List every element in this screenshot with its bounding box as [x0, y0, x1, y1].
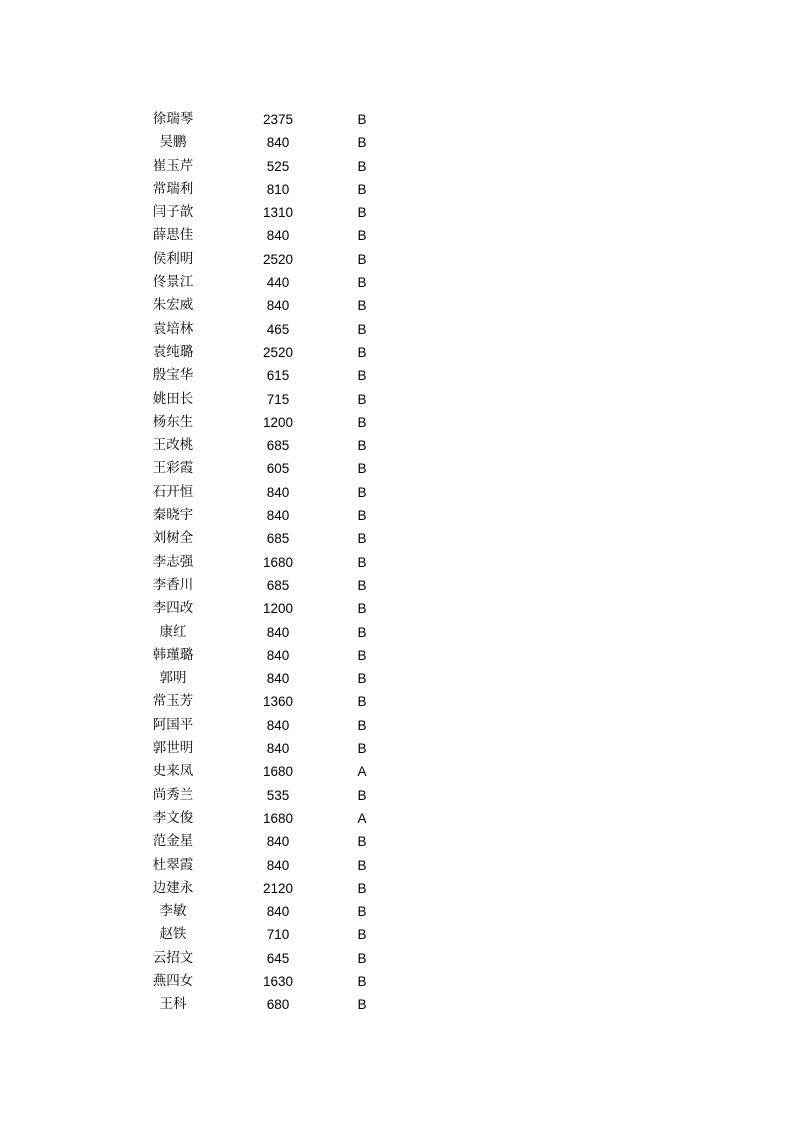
data-table — [132, 108, 412, 1017]
table-row — [132, 854, 412, 877]
amount-cell: 1680 — [262, 764, 294, 780]
name-cell: 秦晓宇 — [152, 507, 194, 524]
name-cell: 王改桃 — [152, 437, 194, 454]
name-cell: 史来凤 — [152, 763, 194, 780]
grade-cell: B — [357, 904, 367, 920]
table-row — [132, 108, 412, 131]
amount-cell: 715 — [266, 391, 290, 407]
grade-cell: B — [357, 834, 367, 850]
name-cell: 杨东生 — [152, 413, 194, 430]
table-row — [132, 597, 412, 620]
table-row — [132, 318, 412, 341]
name-cell: 朱宏威 — [152, 297, 194, 314]
table-row — [132, 574, 412, 597]
table-row — [132, 364, 412, 387]
table-row — [132, 737, 412, 760]
grade-cell: B — [357, 158, 367, 174]
amount-cell: 840 — [266, 671, 290, 687]
amount-cell: 840 — [266, 135, 290, 151]
grade-cell: B — [357, 554, 367, 570]
table-row — [132, 294, 412, 317]
name-cell: 薛思佳 — [152, 227, 194, 244]
grade-cell: B — [357, 950, 367, 966]
amount-cell: 840 — [266, 904, 290, 920]
amount-cell: 615 — [266, 368, 290, 384]
amount-cell: 2520 — [262, 344, 294, 360]
table-row — [132, 877, 412, 900]
grade-cell: B — [357, 880, 367, 896]
grade-cell: B — [357, 531, 367, 547]
table-row — [132, 178, 412, 201]
amount-cell: 685 — [266, 531, 290, 547]
grade-cell: B — [357, 391, 367, 407]
table-row — [132, 457, 412, 480]
table-row — [132, 947, 412, 970]
grade-cell: B — [357, 251, 367, 267]
amount-cell: 1360 — [262, 694, 294, 710]
grade-cell: B — [357, 321, 367, 337]
table-row — [132, 970, 412, 993]
name-cell: 康红 — [159, 623, 187, 640]
grade-cell: B — [357, 135, 367, 151]
amount-cell: 2120 — [262, 880, 294, 896]
grade-cell: B — [357, 368, 367, 384]
grade-cell: B — [357, 601, 367, 617]
amount-cell: 840 — [266, 741, 290, 757]
grade-cell: B — [357, 414, 367, 430]
name-cell: 李香川 — [152, 576, 194, 593]
table-row — [132, 271, 412, 294]
grade-cell: B — [357, 927, 367, 943]
amount-cell: 840 — [266, 717, 290, 733]
grade-cell: B — [357, 112, 367, 127]
amount-cell: 1200 — [262, 414, 294, 430]
table-row — [132, 690, 412, 713]
name-cell: 殷宝华 — [152, 367, 194, 384]
table-row — [132, 434, 412, 457]
grade-cell: B — [357, 671, 367, 687]
grade-cell: B — [357, 275, 367, 291]
grade-cell: B — [357, 694, 367, 710]
amount-cell: 810 — [266, 181, 290, 197]
grade-cell: A — [357, 764, 367, 780]
name-cell: 崔玉芹 — [152, 157, 194, 174]
table-row — [132, 224, 412, 247]
table-row — [132, 527, 412, 550]
grade-cell: B — [357, 508, 367, 524]
grade-cell: B — [357, 484, 367, 500]
grade-cell: B — [357, 461, 367, 477]
table-row — [132, 784, 412, 807]
name-cell: 闫子歆 — [152, 204, 194, 221]
table-row — [132, 993, 412, 1016]
grade-cell: B — [357, 181, 367, 197]
amount-cell: 840 — [266, 508, 290, 524]
name-cell: 常瑞利 — [152, 180, 194, 197]
name-cell: 郭世明 — [152, 740, 194, 757]
amount-cell: 680 — [266, 997, 290, 1013]
table-row — [132, 341, 412, 364]
name-cell: 袁纯璐 — [152, 343, 194, 360]
amount-cell: 840 — [266, 484, 290, 500]
name-cell: 李四改 — [152, 600, 194, 617]
name-cell: 边建永 — [152, 879, 194, 896]
name-cell: 韩瑾璐 — [152, 646, 194, 663]
name-cell: 云招文 — [152, 949, 194, 966]
name-cell: 石开恒 — [152, 483, 194, 500]
amount-cell: 840 — [266, 834, 290, 850]
amount-cell: 645 — [266, 950, 290, 966]
table-row — [132, 714, 412, 737]
table-row — [132, 667, 412, 690]
grade-cell: B — [357, 205, 367, 221]
table-row — [132, 504, 412, 527]
grade-cell: B — [357, 647, 367, 663]
table-row — [132, 248, 412, 271]
name-cell: 徐瑞琴 — [152, 111, 194, 127]
name-cell: 常玉芳 — [152, 693, 194, 710]
grade-cell: B — [357, 857, 367, 873]
table-row — [132, 201, 412, 224]
name-cell: 赵铁 — [159, 926, 187, 943]
amount-cell: 465 — [266, 321, 290, 337]
amount-cell: 840 — [266, 857, 290, 873]
table-row — [132, 760, 412, 783]
amount-cell: 1630 — [262, 973, 294, 989]
grade-cell: B — [357, 997, 367, 1013]
grade-cell: A — [357, 810, 367, 826]
grade-cell: B — [357, 344, 367, 360]
table-row — [132, 388, 412, 411]
name-cell: 佟景江 — [152, 274, 194, 291]
table-row — [132, 807, 412, 830]
amount-cell: 2520 — [262, 251, 294, 267]
amount-cell: 685 — [266, 438, 290, 454]
amount-cell: 1680 — [262, 554, 294, 570]
table-row — [132, 644, 412, 667]
grade-cell: B — [357, 787, 367, 803]
name-cell: 吴鹏 — [159, 134, 187, 151]
grade-cell: B — [357, 741, 367, 757]
grade-cell: B — [357, 228, 367, 244]
name-cell: 范金星 — [152, 833, 194, 850]
name-cell: 王彩霞 — [152, 460, 194, 477]
name-cell: 侯利明 — [152, 250, 194, 267]
amount-cell: 1680 — [262, 810, 294, 826]
name-cell: 李志强 — [152, 553, 194, 570]
grade-cell: B — [357, 577, 367, 593]
amount-cell: 2375 — [262, 112, 294, 127]
name-cell: 刘树全 — [152, 530, 194, 547]
name-cell: 李敏 — [159, 903, 187, 920]
name-cell: 袁培林 — [152, 320, 194, 337]
table-row — [132, 830, 412, 853]
amount-cell: 1310 — [262, 205, 294, 221]
name-cell: 阿国平 — [152, 716, 194, 733]
grade-cell: B — [357, 298, 367, 314]
table-row — [132, 481, 412, 504]
amount-cell: 525 — [266, 158, 290, 174]
table-row — [132, 131, 412, 154]
name-cell: 尚秀兰 — [152, 786, 194, 803]
name-cell: 姚田长 — [152, 390, 194, 407]
amount-cell: 535 — [266, 787, 290, 803]
grade-cell: B — [357, 717, 367, 733]
table-row — [132, 155, 412, 178]
table-row — [132, 551, 412, 574]
name-cell: 王科 — [159, 996, 187, 1013]
name-cell: 杜翠霞 — [152, 856, 194, 873]
table-row — [132, 411, 412, 434]
amount-cell: 710 — [266, 927, 290, 943]
table-row — [132, 621, 412, 644]
grade-cell: B — [357, 438, 367, 454]
amount-cell: 840 — [266, 624, 290, 640]
grade-cell: B — [357, 624, 367, 640]
amount-cell: 840 — [266, 298, 290, 314]
amount-cell: 685 — [266, 577, 290, 593]
amount-cell: 840 — [266, 228, 290, 244]
name-cell: 燕四女 — [152, 972, 194, 989]
amount-cell: 1200 — [262, 601, 294, 617]
amount-cell: 440 — [266, 275, 290, 291]
amount-cell: 605 — [266, 461, 290, 477]
name-cell: 李文俊 — [152, 809, 194, 826]
table-row — [132, 900, 412, 923]
grade-cell: B — [357, 973, 367, 989]
name-cell: 郭明 — [159, 670, 187, 687]
table-row — [132, 923, 412, 946]
amount-cell: 840 — [266, 647, 290, 663]
